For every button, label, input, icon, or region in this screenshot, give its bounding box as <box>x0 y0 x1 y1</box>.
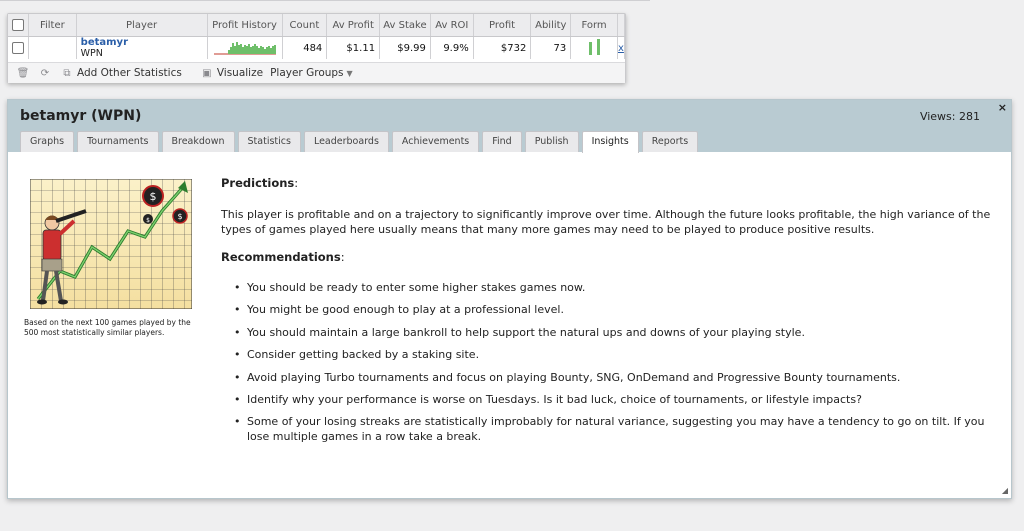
form-bar <box>597 39 600 55</box>
list-item: • Some of your losing streaks are statistically improbably for natural variance, suggesting you may have a tendency to go on tilt. If you lose multiple games in a row take a break. <box>234 414 991 444</box>
remove-player-link[interactable]: x <box>618 42 624 54</box>
resize-handle-icon[interactable]: ◢ <box>1001 486 1008 495</box>
panel-tabs <box>20 131 698 153</box>
list-item: • Avoid playing Turbo tournaments and focus on playing Bounty, SNG, OnDemand and Progressive Bounty tournaments. <box>234 370 991 385</box>
list-item: • You should be ready to enter some higher stakes games now. <box>234 280 991 295</box>
table-toolbar <box>8 62 625 83</box>
av-stake-cell: $9.99 <box>380 37 431 60</box>
list-item: • You might be good enough to play at a professional level. <box>234 302 991 317</box>
add-stats-icon[interactable]: ⧉ <box>63 67 71 79</box>
add-other-statistics-button[interactable]: Add Other Statistics <box>77 67 182 79</box>
column-header-filter[interactable]: Filter <box>29 14 77 37</box>
player-cell <box>76 37 207 60</box>
recommendations-heading-text: Recommendations <box>221 250 341 264</box>
panel-title: betamyr (WPN) <box>20 108 142 124</box>
column-header-profit[interactable]: Profit <box>473 14 531 37</box>
column-header-av-profit[interactable]: Av Profit <box>327 14 380 37</box>
column-header-av-roi[interactable]: Av ROI <box>430 14 473 37</box>
close-icon[interactable]: × <box>997 101 1007 114</box>
insights-illustration <box>30 179 192 309</box>
tab-insights[interactable]: Insights <box>582 131 639 153</box>
remove-cell <box>617 37 624 60</box>
av-roi-cell: 9.9% <box>430 37 473 60</box>
column-header-count[interactable]: Count <box>282 14 327 37</box>
svg-text:$: $ <box>177 212 183 221</box>
chevron-down-icon: ▼ <box>346 69 353 78</box>
visualize-button[interactable]: Visualize <box>216 67 264 79</box>
tab-publish[interactable]: Publish <box>525 131 579 152</box>
visualize-icon[interactable]: ▣ <box>202 67 212 79</box>
tab-achievements[interactable]: Achievements <box>392 131 479 152</box>
column-header-form[interactable]: Form <box>571 14 618 37</box>
list-item: • Identify why your performance is worse on Tuesdays. Is it bad luck, choice of tournaments, or lifestyle impacts? <box>234 392 991 407</box>
form-indicator <box>589 39 600 55</box>
player-panel <box>7 99 1012 499</box>
predictions-heading-text: Predictions <box>221 176 295 190</box>
illustration-caption: Based on the next 100 games played by the 500 most statistically similar players. <box>24 318 191 337</box>
panel-header <box>8 100 1011 152</box>
tab-breakdown[interactable]: Breakdown <box>162 131 235 152</box>
tab-graphs[interactable]: Graphs <box>20 131 74 152</box>
filter-cell[interactable] <box>29 37 77 60</box>
tab-reports[interactable]: Reports <box>642 131 698 152</box>
column-header-player[interactable]: Player <box>76 14 207 37</box>
trash-icon[interactable]: 🗑 <box>16 67 30 79</box>
list-item: • Consider getting backed by a staking site. <box>234 347 991 362</box>
profit-cell: $732 <box>473 37 531 60</box>
player-stats-table <box>7 13 626 83</box>
player-name-link[interactable]: betamyr <box>80 37 128 48</box>
row-checkbox[interactable] <box>12 42 24 54</box>
select-all-header[interactable] <box>8 14 29 37</box>
player-groups-label: Player Groups <box>270 67 344 79</box>
top-divider <box>0 0 650 1</box>
profit-history-cell <box>207 37 282 60</box>
player-groups-dropdown[interactable] <box>270 67 353 79</box>
av-profit-cell: $1.11 <box>327 37 380 60</box>
form-bar <box>589 42 592 55</box>
select-all-checkbox[interactable] <box>12 19 24 31</box>
tab-leaderboards[interactable]: Leaderboards <box>304 131 389 152</box>
list-item: • You should maintain a large bankroll to help support the natural ups and downs of your playing style. <box>234 325 991 340</box>
column-header-ability[interactable]: Ability <box>531 14 571 37</box>
refresh-icon[interactable]: ⟳ <box>40 67 50 79</box>
predictions-heading: Predictions: <box>221 176 299 190</box>
column-header-av-stake[interactable]: Av Stake <box>380 14 431 37</box>
player-site: WPN <box>80 48 103 59</box>
tab-statistics[interactable]: Statistics <box>238 131 301 152</box>
form-cell <box>571 37 618 60</box>
table-row <box>8 37 625 60</box>
recommendations-heading: Recommendations: <box>221 250 345 264</box>
svg-text:$: $ <box>146 217 150 224</box>
svg-text:$: $ <box>149 190 157 203</box>
insights-content <box>221 176 991 452</box>
column-header-remove <box>617 14 624 37</box>
profit-history-sparkline <box>212 38 278 56</box>
row-select-cell[interactable] <box>8 37 29 60</box>
column-header-profit-history[interactable]: Profit History <box>207 14 282 37</box>
tab-find[interactable]: Find <box>482 131 521 152</box>
count-cell: 484 <box>282 37 327 60</box>
tab-tournaments[interactable]: Tournaments <box>77 131 158 152</box>
ability-cell: 73 <box>531 37 571 60</box>
predictions-text: This player is profitable and on a trajectory to significantly improve over time. Although the future looks profitable, the high variance of the types of games played here usually means that many more games may need to be played to produce positive results. <box>221 208 991 236</box>
views-count: Views: 281 <box>919 110 980 123</box>
recommendations-list <box>221 280 991 444</box>
